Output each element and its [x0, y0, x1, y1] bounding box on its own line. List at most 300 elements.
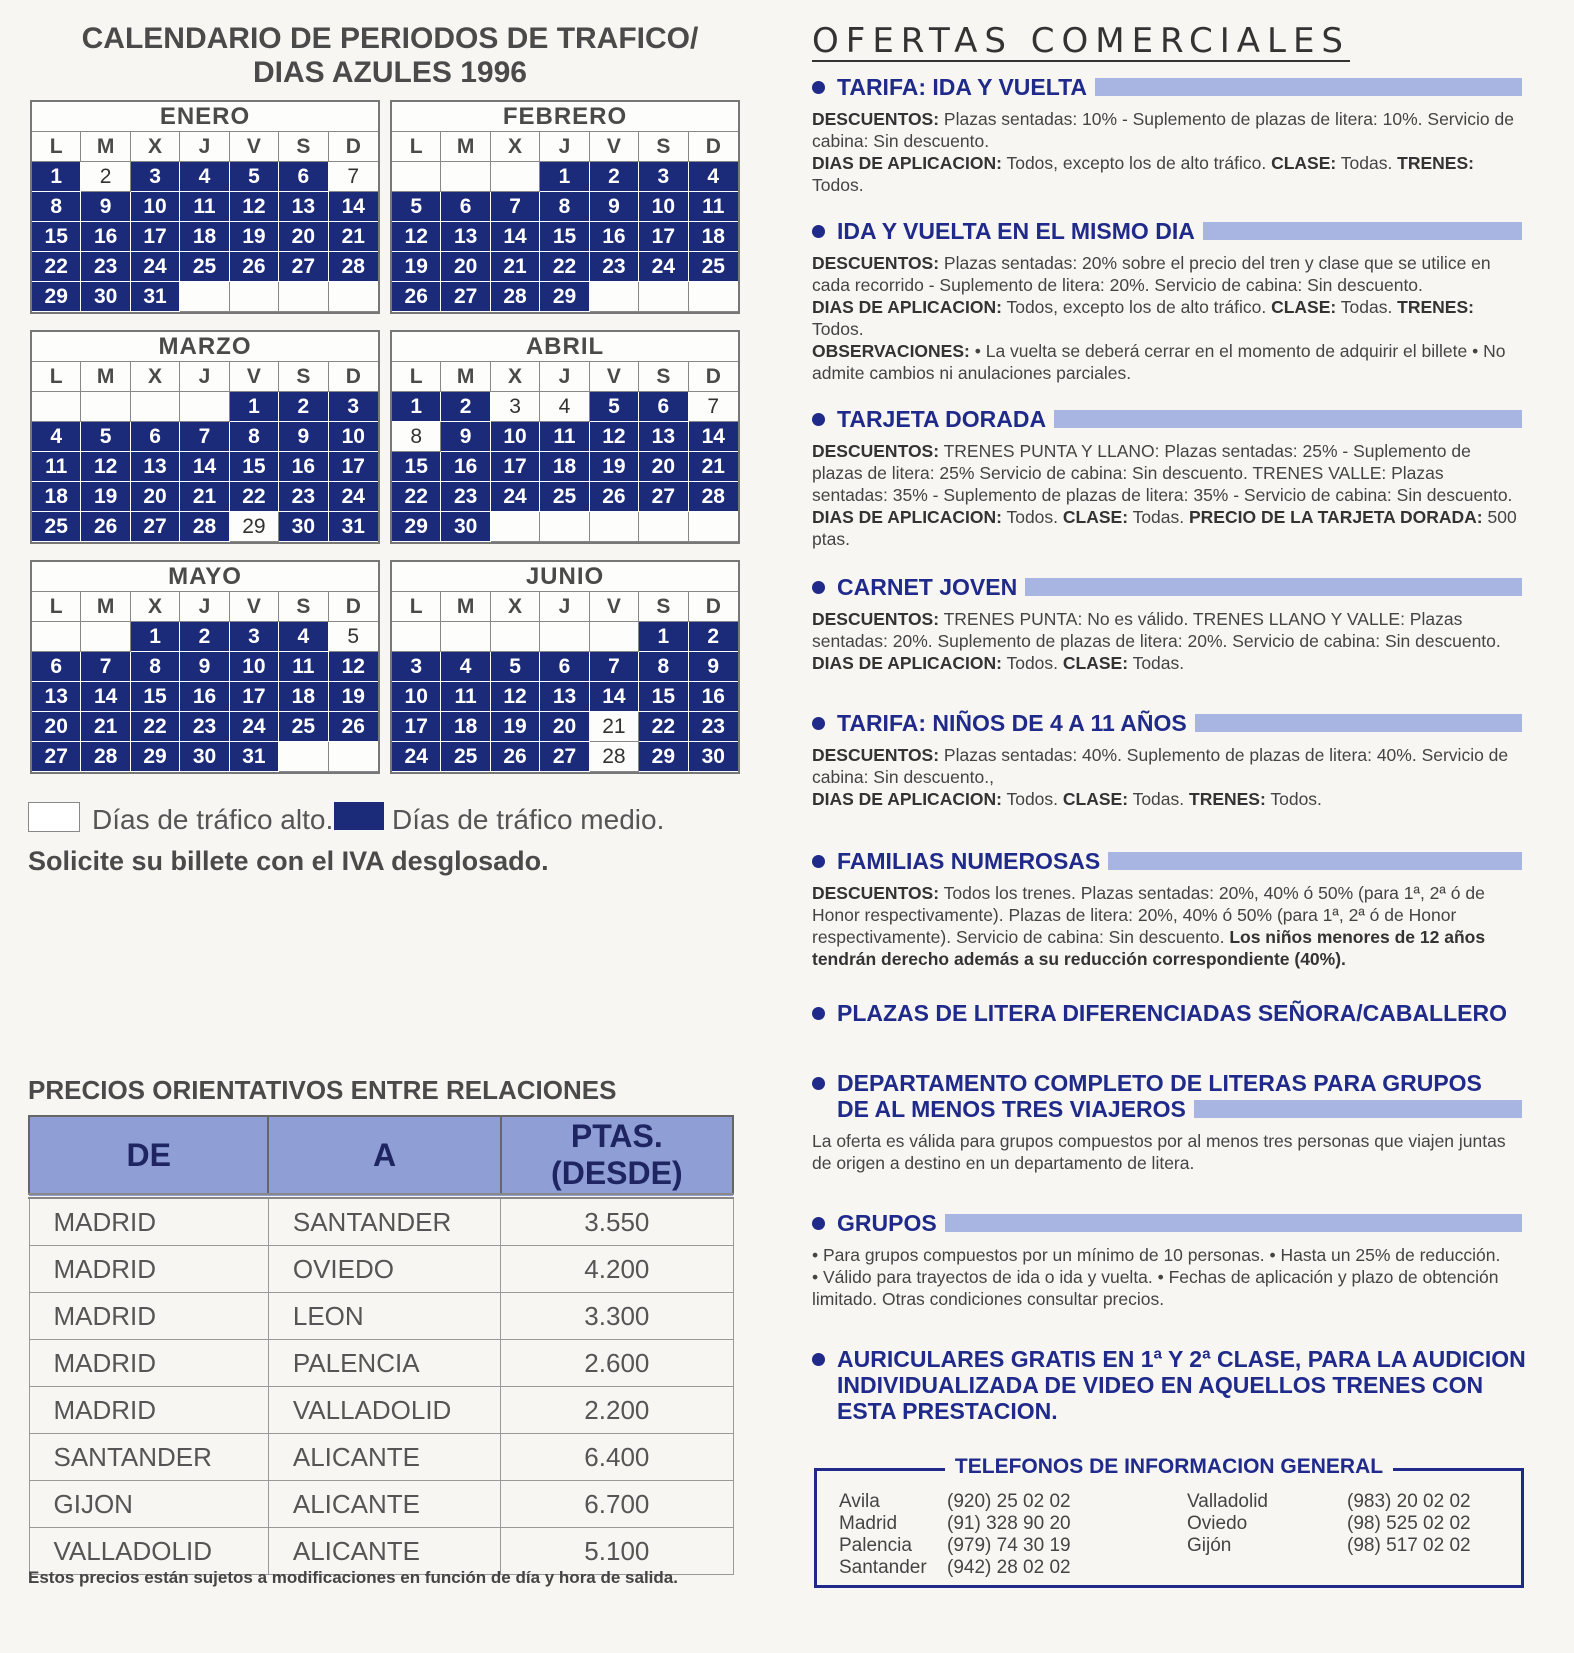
day-medium-traffic: 12 [392, 222, 441, 252]
weekday-header: X [491, 132, 540, 162]
price-from: SANTANDER [29, 1434, 268, 1481]
day-medium-traffic: 19 [329, 682, 378, 712]
offer-heading-row [837, 1346, 1526, 1372]
day-medium-traffic: 14 [491, 222, 540, 252]
day-medium-traffic: 18 [540, 452, 589, 482]
day-medium-traffic: 7 [590, 652, 639, 682]
detail-text: Todos los trenes. Plazas sentadas: 20%, 40% ó 50% (para 1ª, 2ª ó de Honor respectivamente). Plazas de litera: 20%, 40% ó 50% (para 1ª, 2ª ó de Honor respectivamente). Servicio de cabina: Sin descuento. [812, 883, 1485, 947]
day-medium-traffic: 5 [81, 422, 130, 452]
offer-heading-row [837, 1096, 1522, 1122]
price-value: 5.100 [501, 1528, 733, 1575]
day-empty [81, 392, 130, 422]
offer-heading-lines [837, 1210, 1522, 1236]
offer-detail-line [812, 152, 1522, 196]
offer-heading-row [837, 218, 1522, 244]
phone-info-box [814, 1455, 1524, 1588]
weekday-header: X [491, 592, 540, 622]
day-medium-traffic: 24 [639, 252, 688, 282]
day-medium-traffic: 24 [491, 482, 540, 512]
day-medium-traffic: 4 [32, 422, 81, 452]
day-medium-traffic: 20 [639, 452, 688, 482]
day-medium-traffic: 14 [329, 192, 378, 222]
day-medium-traffic: 9 [689, 652, 738, 682]
day-empty [590, 282, 639, 312]
detail-text: Todos, excepto los de alto tráfico. [1001, 153, 1272, 173]
day-medium-traffic: 11 [689, 192, 738, 222]
price-from: MADRID [29, 1293, 268, 1340]
day-medium-traffic: 25 [441, 742, 490, 772]
offer-heading-lines [837, 574, 1522, 600]
day-empty [540, 622, 589, 652]
day-medium-traffic: 24 [329, 482, 378, 512]
day-medium-traffic: 23 [180, 712, 229, 742]
weekday-header: L [392, 132, 441, 162]
detail-text: • La vuelta se deberá cerrar en el momento de adquirir el billete • No admite cambios ni anulaciones parciales. [812, 341, 1506, 383]
weekday-header: L [32, 362, 81, 392]
detail-text: Todas. [1128, 789, 1189, 809]
weekday-header: J [540, 362, 589, 392]
detail-label: DIAS DE APLICACION: [812, 297, 1002, 317]
day-empty [180, 282, 229, 312]
detail-text: TRENES PUNTA Y LLANO: Plazas sentadas: 25% - Suplemento de plazas de litera: 25% Servicio de cabina: Sin descuento. TRENES VALLE: Plazas sentadas: 35% - Suplemento de plazas de litera: 35% - Servicio de cabina: Sin descuento. [812, 441, 1513, 505]
day-medium-traffic: 24 [230, 712, 279, 742]
day-medium-traffic: 17 [491, 452, 540, 482]
price-from: MADRID [29, 1246, 268, 1293]
prices-title: PRECIOS ORIENTATIVOS ENTRE RELACIONES [28, 1075, 617, 1105]
day-empty [590, 512, 639, 542]
day-medium-traffic: 20 [279, 222, 328, 252]
offer-heading-lines [837, 1346, 1526, 1424]
month-mayo [30, 560, 380, 774]
day-empty [639, 512, 688, 542]
day-high-traffic: 28 [590, 742, 639, 772]
weekday-header: L [32, 592, 81, 622]
detail-label: TRENES: [1397, 297, 1474, 317]
detail-label: TRENES: [1397, 153, 1474, 173]
day-medium-traffic: 26 [230, 252, 279, 282]
price-to: VALLADOLID [268, 1387, 500, 1434]
day-medium-traffic: 11 [279, 652, 328, 682]
offer-heading-row [837, 1372, 1526, 1398]
day-empty [689, 282, 738, 312]
day-medium-traffic: 28 [180, 512, 229, 542]
day-medium-traffic: 23 [441, 482, 490, 512]
price-value: 4.200 [501, 1246, 733, 1293]
heading-stripe [1054, 410, 1522, 428]
day-medium-traffic: 24 [392, 742, 441, 772]
day-medium-traffic: 27 [441, 282, 490, 312]
offer-title: TARJETA DORADA [837, 406, 1047, 432]
detail-label: DESCUENTOS: [812, 441, 940, 461]
day-medium-traffic: 3 [329, 392, 378, 422]
month-febrero [390, 100, 740, 314]
detail-text: Todas. [1128, 653, 1185, 673]
weekday-header: X [131, 132, 180, 162]
phone-number: (979) 74 30 19 [947, 1535, 1071, 1556]
bullet-icon [812, 855, 825, 868]
offer-heading-lines [837, 1000, 1522, 1026]
offer-detail-line [812, 744, 1522, 788]
detail-text: • Para grupos compuestos por un mínimo de 10 personas. • Hasta un 25% de reducción. [812, 1245, 1501, 1265]
detail-label: PRECIO DE LA TARJETA DORADA: [1189, 507, 1483, 527]
phone-city: Palencia [839, 1535, 912, 1556]
day-medium-traffic: 1 [639, 622, 688, 652]
phone-number: (91) 328 90 20 [947, 1513, 1071, 1534]
weekday-header: S [279, 362, 328, 392]
offer-title: FAMILIAS NUMEROSAS [837, 848, 1101, 874]
day-medium-traffic: 7 [491, 192, 540, 222]
day-empty [491, 622, 540, 652]
day-medium-traffic: 25 [180, 252, 229, 282]
iva-note: Solicite su billete con el IVA desglosado. [28, 846, 549, 876]
day-medium-traffic: 10 [392, 682, 441, 712]
offer-detail-line [812, 252, 1522, 296]
offer-title: DEPARTAMENTO COMPLETO DE LITERAS PARA GRUPOS [837, 1070, 1482, 1096]
weekday-header: M [441, 592, 490, 622]
detail-label: CLASE: [1271, 297, 1337, 317]
month-name: ENERO [32, 102, 378, 132]
phone-city: Valladolid [1187, 1491, 1268, 1512]
weekday-header: J [540, 132, 589, 162]
day-medium-traffic: 21 [491, 252, 540, 282]
offer-item [812, 406, 1522, 550]
column-header-a: A [268, 1116, 500, 1196]
detail-text: TRENES PUNTA: No es válido. TRENES LLANO Y VALLE: Plazas sentadas: 20%. Suplemento de plazas de litera: 20%. Servicio de cabina: Sin descuento. [812, 609, 1501, 651]
offer-title: TARIFA: IDA Y VUELTA [837, 74, 1088, 100]
day-medium-traffic: 4 [689, 162, 738, 192]
price-from: VALLADOLID [29, 1528, 268, 1575]
day-medium-traffic: 22 [392, 482, 441, 512]
weekday-header: V [230, 132, 279, 162]
day-medium-traffic: 21 [329, 222, 378, 252]
day-medium-traffic: 25 [689, 252, 738, 282]
phone-number: (983) 20 02 02 [1347, 1491, 1471, 1512]
day-empty [329, 742, 378, 772]
offer-heading-lines [837, 218, 1522, 244]
detail-label: DIAS DE APLICACION: [812, 653, 1002, 673]
offer-detail-line [812, 440, 1522, 506]
detail-text: • Válido para trayectos de ida o ida y vuelta. • Fechas de aplicación y plazo de obtención limitado. Otras condiciones consultar precios. [812, 1267, 1499, 1309]
day-medium-traffic: 14 [689, 422, 738, 452]
offer-detail-line [812, 340, 1522, 384]
month-abril [390, 330, 740, 544]
day-high-traffic: 2 [81, 162, 130, 192]
heading-stripe [1025, 578, 1522, 596]
day-medium-traffic: 16 [441, 452, 490, 482]
detail-label: CLASE: [1062, 789, 1129, 809]
day-medium-traffic: 2 [441, 392, 490, 422]
day-medium-traffic: 16 [590, 222, 639, 252]
day-empty [491, 162, 540, 192]
offer-title: PLAZAS DE LITERA DIFERENCIADAS SEÑORA/CABALLERO [837, 1000, 1507, 1026]
day-medium-traffic: 20 [540, 712, 589, 742]
day-empty [639, 282, 688, 312]
offer-heading [812, 74, 1522, 100]
detail-label: CLASE: [1062, 507, 1129, 527]
day-medium-traffic: 25 [32, 512, 81, 542]
phone-city: Avila [839, 1491, 880, 1512]
price-from: MADRID [29, 1387, 268, 1434]
day-medium-traffic: 9 [180, 652, 229, 682]
day-medium-traffic: 26 [81, 512, 130, 542]
day-medium-traffic: 11 [180, 192, 229, 222]
day-medium-traffic: 15 [540, 222, 589, 252]
day-medium-traffic: 9 [441, 422, 490, 452]
offer-heading-lines [837, 710, 1522, 736]
day-medium-traffic: 28 [329, 252, 378, 282]
day-medium-traffic: 1 [392, 392, 441, 422]
weekday-header: S [639, 592, 688, 622]
day-medium-traffic: 27 [131, 512, 180, 542]
offer-detail-line [812, 296, 1522, 340]
detail-label: DESCUENTOS: [812, 109, 940, 129]
weekday-header: L [392, 592, 441, 622]
detail-label: CLASE: [1062, 653, 1129, 673]
offer-detail-line [812, 652, 1522, 674]
column-header-de: DE [29, 1116, 268, 1196]
day-high-traffic: 21 [590, 712, 639, 742]
offer-heading-lines [837, 1070, 1522, 1122]
price-value: 3.550 [501, 1196, 733, 1246]
phone-info-title: TELEFONOS DE INFORMACION GENERAL [817, 1455, 1521, 1479]
weekday-header: D [329, 362, 378, 392]
price-value: 6.400 [501, 1434, 733, 1481]
day-medium-traffic: 29 [639, 742, 688, 772]
detail-text: Todos. [1001, 653, 1063, 673]
month-enero [30, 100, 380, 314]
day-medium-traffic: 11 [540, 422, 589, 452]
phone-number: (98) 517 02 02 [1347, 1535, 1471, 1556]
weekday-header: V [230, 592, 279, 622]
day-medium-traffic: 10 [131, 192, 180, 222]
day-medium-traffic: 22 [540, 252, 589, 282]
day-medium-traffic: 23 [279, 482, 328, 512]
phone-city: Gijón [1187, 1535, 1232, 1556]
detail-text: Todos. [1265, 789, 1322, 809]
detail-text: Plazas sentadas: 40%. Suplemento de plazas de litera: 40%. Servicio de cabina: Sin descuento., [812, 745, 1509, 787]
offer-heading [812, 406, 1522, 432]
offer-detail-line [812, 788, 1522, 810]
day-medium-traffic: 27 [32, 742, 81, 772]
day-empty [32, 622, 81, 652]
day-medium-traffic: 6 [540, 652, 589, 682]
day-medium-traffic: 23 [81, 252, 130, 282]
heading-stripe [945, 1214, 1522, 1232]
weekday-header: V [590, 362, 639, 392]
day-medium-traffic: 22 [639, 712, 688, 742]
weekday-header: S [279, 132, 328, 162]
day-medium-traffic: 30 [81, 282, 130, 312]
bullet-icon [812, 1217, 825, 1230]
phone-cities-right [1187, 1491, 1268, 1557]
day-medium-traffic: 15 [32, 222, 81, 252]
day-medium-traffic: 12 [230, 192, 279, 222]
price-value: 6.700 [501, 1481, 733, 1528]
offer-heading-row [837, 710, 1522, 736]
calendar-title [30, 22, 750, 90]
day-empty [392, 162, 441, 192]
phone-city: Madrid [839, 1513, 898, 1534]
weekday-header: X [131, 592, 180, 622]
offer-detail-line [812, 1130, 1522, 1174]
day-medium-traffic: 22 [131, 712, 180, 742]
offer-detail-line [812, 108, 1522, 152]
price-to: OVIEDO [268, 1246, 500, 1293]
day-medium-traffic: 4 [180, 162, 229, 192]
day-medium-traffic: 10 [491, 422, 540, 452]
day-high-traffic: 4 [540, 392, 589, 422]
detail-text: Todas. [1336, 153, 1398, 173]
day-medium-traffic: 26 [329, 712, 378, 742]
day-medium-traffic: 27 [639, 482, 688, 512]
prices-header-row [29, 1116, 733, 1196]
offer-item [812, 218, 1522, 384]
offer-heading-row [837, 1070, 1522, 1096]
price-row [29, 1387, 733, 1434]
day-medium-traffic: 20 [441, 252, 490, 282]
day-high-traffic: 7 [329, 162, 378, 192]
phone-city: Oviedo [1187, 1513, 1248, 1534]
detail-text: La oferta es válida para grupos compuestos por al menos tres personas que viajen juntas de origen a destino en un departamento de litera. [812, 1131, 1506, 1173]
offer-heading-row [837, 574, 1522, 600]
day-medium-traffic: 10 [329, 422, 378, 452]
day-medium-traffic: 13 [131, 452, 180, 482]
day-medium-traffic: 26 [590, 482, 639, 512]
price-from: MADRID [29, 1196, 268, 1246]
day-medium-traffic: 17 [230, 682, 279, 712]
day-medium-traffic: 23 [689, 712, 738, 742]
offer-details [812, 1130, 1522, 1174]
offer-details [812, 882, 1522, 970]
calendar-title-line1: CALENDARIO DE PERIODOS DE TRAFICO/ [81, 22, 699, 55]
month-days-grid [392, 362, 738, 542]
day-high-traffic: 8 [392, 422, 441, 452]
offer-details [812, 440, 1522, 550]
offer-heading [812, 218, 1522, 244]
month-name: FEBRERO [392, 102, 738, 132]
offer-item [812, 574, 1522, 674]
day-medium-traffic: 2 [590, 162, 639, 192]
price-value: 2.600 [501, 1340, 733, 1387]
offer-title: GRUPOS [837, 1210, 937, 1236]
day-medium-traffic: 5 [230, 162, 279, 192]
day-medium-traffic: 6 [639, 392, 688, 422]
phone-numbers-right [1347, 1491, 1471, 1557]
day-medium-traffic: 8 [230, 422, 279, 452]
weekday-header: S [279, 592, 328, 622]
day-medium-traffic: 6 [131, 422, 180, 452]
offer-item [812, 1210, 1522, 1310]
offer-heading-lines [837, 406, 1522, 432]
high-traffic-swatch [28, 802, 80, 832]
weekday-header: M [441, 362, 490, 392]
weekday-header: V [230, 362, 279, 392]
month-days-grid [32, 362, 378, 542]
day-medium-traffic: 7 [180, 422, 229, 452]
day-medium-traffic: 26 [392, 282, 441, 312]
day-medium-traffic: 25 [540, 482, 589, 512]
month-name: MARZO [32, 332, 378, 362]
day-medium-traffic: 26 [491, 742, 540, 772]
day-empty [81, 622, 130, 652]
day-medium-traffic: 13 [441, 222, 490, 252]
day-medium-traffic: 24 [131, 252, 180, 282]
price-value: 3.300 [501, 1293, 733, 1340]
day-empty [180, 392, 229, 422]
month-name: JUNIO [392, 562, 738, 592]
weekday-header: J [180, 132, 229, 162]
price-from: GIJON [29, 1481, 268, 1528]
price-from: MADRID [29, 1340, 268, 1387]
weekday-header: L [32, 132, 81, 162]
day-medium-traffic: 28 [491, 282, 540, 312]
bullet-icon [812, 1077, 825, 1090]
detail-text: Todos. [812, 175, 864, 195]
day-medium-traffic: 5 [491, 652, 540, 682]
day-empty [540, 512, 589, 542]
day-medium-traffic: 20 [131, 482, 180, 512]
offer-item [812, 1346, 1526, 1424]
day-medium-traffic: 2 [279, 392, 328, 422]
day-medium-traffic: 6 [441, 192, 490, 222]
day-medium-traffic: 13 [32, 682, 81, 712]
weekday-header: L [392, 362, 441, 392]
offer-item [812, 1000, 1522, 1026]
day-medium-traffic: 21 [180, 482, 229, 512]
day-medium-traffic: 22 [230, 482, 279, 512]
day-medium-traffic: 18 [689, 222, 738, 252]
offer-heading [812, 710, 1522, 736]
offer-details [812, 108, 1522, 196]
offer-detail-line [812, 506, 1522, 550]
phone-number: (98) 525 02 02 [1347, 1513, 1471, 1534]
day-empty [329, 282, 378, 312]
offer-title: CARNET JOVEN [837, 574, 1018, 600]
day-medium-traffic: 4 [279, 622, 328, 652]
column-header-ptas: PTAS. (DESDE) [501, 1116, 733, 1196]
day-empty [590, 622, 639, 652]
day-medium-traffic: 11 [441, 682, 490, 712]
offer-heading [812, 848, 1522, 874]
day-medium-traffic: 31 [131, 282, 180, 312]
weekday-header: X [491, 362, 540, 392]
day-medium-traffic: 15 [639, 682, 688, 712]
offer-heading [812, 1000, 1522, 1026]
offer-heading-lines [837, 848, 1522, 874]
offer-heading [812, 1210, 1522, 1236]
phone-number: (942) 28 02 02 [947, 1557, 1071, 1578]
day-medium-traffic: 30 [441, 512, 490, 542]
offer-title: TARIFA: NIÑOS DE 4 A 11 AÑOS [837, 710, 1187, 736]
day-medium-traffic: 22 [32, 252, 81, 282]
day-medium-traffic: 3 [230, 622, 279, 652]
day-medium-traffic: 21 [81, 712, 130, 742]
heading-stripe [1194, 1100, 1522, 1118]
phone-numbers-left [947, 1491, 1071, 1579]
weekday-header: J [180, 362, 229, 392]
price-value: 2.200 [501, 1387, 733, 1434]
price-row [29, 1434, 733, 1481]
month-junio [390, 560, 740, 774]
weekday-header: D [689, 592, 738, 622]
day-medium-traffic: 19 [590, 452, 639, 482]
day-medium-traffic: 20 [32, 712, 81, 742]
day-medium-traffic: 18 [32, 482, 81, 512]
month-days-grid [32, 132, 378, 312]
offer-heading [812, 1346, 1526, 1424]
day-medium-traffic: 8 [32, 192, 81, 222]
day-medium-traffic: 28 [689, 482, 738, 512]
